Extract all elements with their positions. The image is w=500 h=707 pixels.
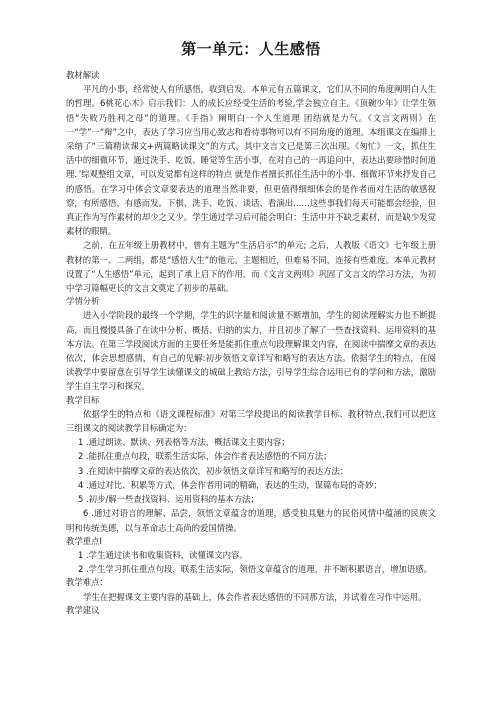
section-heading-textbook: 教材解读	[66, 70, 100, 80]
paragraph-students: 进入小学阶段的最终一个学期，学生的识字量和阅读量不断增加，学生的阅读理解实力也不断提高，而且慢慢具备了在读中分析、概括、归纳的实力，并且初步了解了一些查找资料、运用资料的基本方法。在第三学段阅读方面的主要任务是能抓住重点句段理解课文内容，在阅读中揣摩文章的表达依次，体会思想感情，有自己的见解:初步领悟文章详写和略写的表达方法。依据学生的特点，在阅读教学中要留意在引导学生读懂课文的城础上教给方法，引导学生综合运用已有的学问和方法，激励学生自主学习和探究。	[66, 310, 436, 392]
paragraph-goals: 依据学生的特点和《语文课程标准》对第三学段提出的阅读教学目标、教材特点,我们可以把这三组课文的阅读教学目标确定为：	[66, 408, 436, 434]
goal-item: 4 .通过对比、积累等方式，体会作者用词的精确，表达的生动，谋篇布局的奇妙；	[78, 479, 382, 490]
goal-item: 5 .初步/解一些查找资料、运用资料的基本方法；	[78, 494, 259, 505]
goal-item: 2 .能抓住重点句段，联系生活实际，体会作者表达感悟的不同方法；	[78, 451, 332, 462]
document-page	[66, 38, 436, 617]
paragraph-difficulties: 学生在把握课文主要内容的基础上，体会作者表达感悟的不同那方法，并试着在习作中运用。	[83, 591, 427, 602]
paragraph-textbook-1: 平凡的小事，经常使人有所感悟，收到启发。本单元有五篇课文，它们从不同的角度阐明白人生的哲理。6桃花心木》启示我们：人的成长应经受生活的考验,学会独立自主。《顶碗少年》让学生领悟“失败乃胜利之母”的道理。《手指》阐明白一个人生道理 团结就是力气。《文言文两则》在一“学”一“辩”之中，表达了学习应当用心致志和看待事物可以有不同角度的道理。本组课文在编排上采纳了“三篇精读课文+两篇略读课文”的方式，其中文言文已是第三次出现。《匆忙》一文，抓住生活中的细微环节，通过洗手、吃饭、睡觉等生活小事，在对自己的一再追问中，表达出要珍惜时间道理．’综观整组文章，可以发觉都有这样的特点 就是作者擅长抓住生活中的小事、细微环节来抒发自己的感悟。在学习中体会文章要表达的道理当然非要，但更值得细细体会的是作者面对生活的敏感视察，有所感悟，有感而发。下棋、洗手、吃饭、谈话、看演出……这些事我们每天可能都会经验，但真正作为写作素材的却少之又少。学生通过学习后可能会明白：生活中并不缺乏素材，而是缺少发觉素材的眼睛。	[66, 84, 436, 237]
section-heading-students: 学情分析	[66, 296, 100, 307]
section-heading-difficulties: 教学难点：	[66, 577, 108, 588]
goal-item: 1 .通过朗读、默读、列表格等方法，概括课文主要内容；	[78, 437, 290, 448]
key-point-item: 1 .学生通过读书和收集资料，读懂课文内容。	[78, 549, 248, 560]
paragraph-textbook-2: 之前，在五年级上册教材中，曾有主题为“生活启示”的单元; 之后，人教版《语文》七年级上册教材的第一、二两组，都是“感悟人生”的他元。主题相近，但难易不同，连接有些难度。本单元教材设置了“人生感悟”单元，起到了承上启下的作用，而《文言文两则》巩固了文言文的学习方法，为初中学习篇幅更长的文言文奠定了初步的基础。	[66, 240, 436, 294]
key-point-item: 2 .学生学习抓住重点句段，联系生活实际，领悟文章蕴含的道理，并不断积累语言，增加语感。	[78, 564, 433, 575]
goal-item: 3 .在阅读中揣摩文章的表达依次，初步领悟文章详写和略写的表达方法；	[78, 465, 349, 476]
goal-item: 6 .通过对语言的理解、品尝，领悟文章蕴含的道理，感受独具魅力的民俗风情中蕴涵的民族文明和传统美德，以与革命志士高尚的爱国情操。	[66, 508, 436, 533]
page-title: 第一单元：人生感悟	[181, 40, 321, 58]
section-heading-key-points: 教学重点I	[66, 535, 102, 546]
section-heading-goals: 教学目标	[66, 394, 100, 405]
section-heading-advice: 教学建议	[66, 604, 100, 615]
